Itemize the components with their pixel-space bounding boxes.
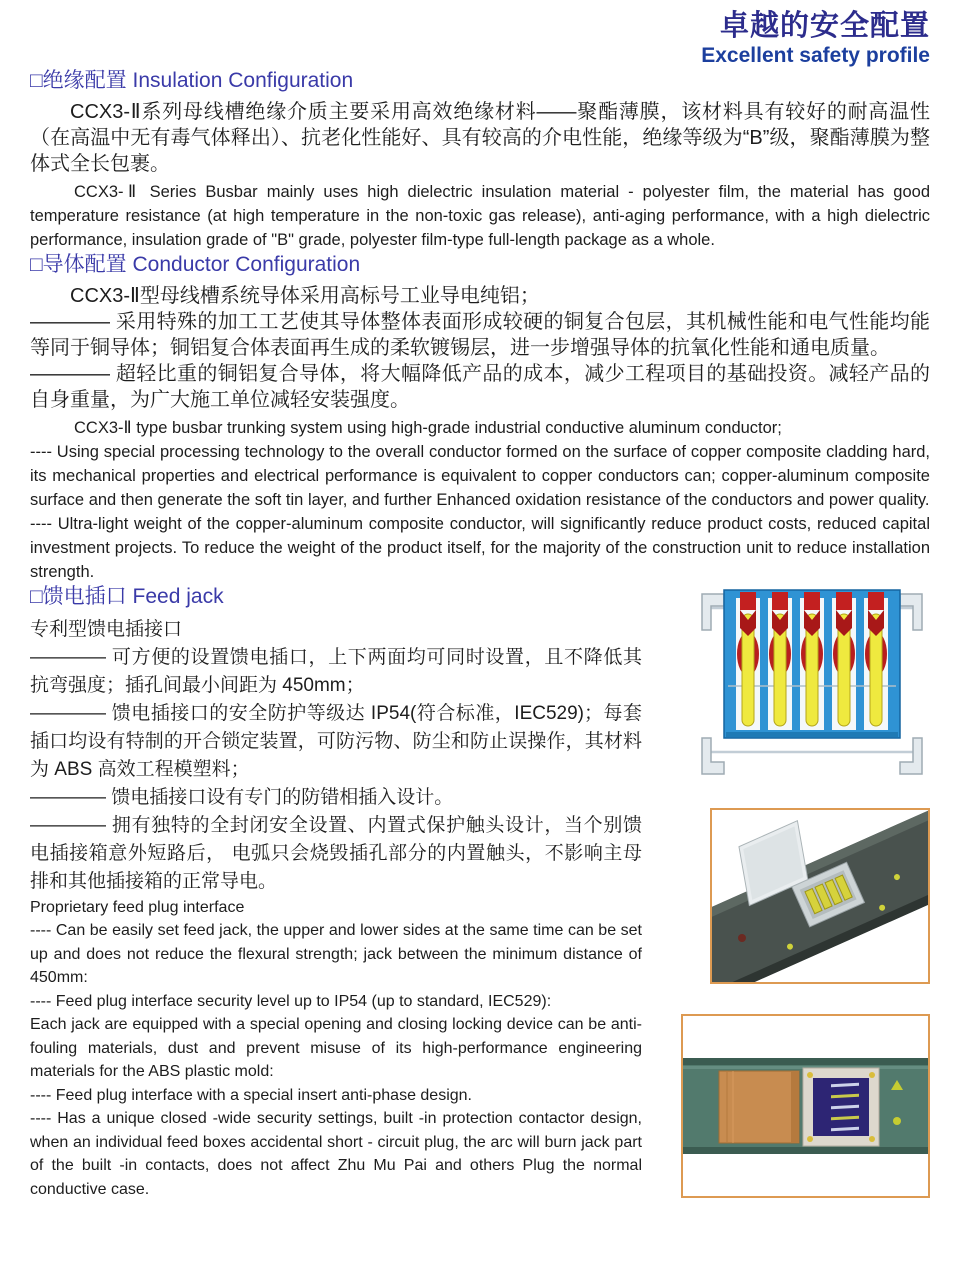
section-conductor: [30, 252, 930, 584]
feedjack-en-title: Proprietary feed plug interface: [30, 898, 245, 916]
feed-jack-cross-section-diagram: [698, 586, 926, 782]
feedjack-zh-paragraph-2: ———— 馈电插接口的安全防护等级达 IP54(符合标准，IEC529)；每套插口均设有特制的开合锁定装置，可防污物、防尘和防止误操作，其材料为 ABS 高效工程模塑料；: [30, 702, 642, 780]
section-feedjack: [30, 584, 930, 1201]
feedjack-en-paragraph-1: ---- Can be easily set feed jack, the upper and lower sides at the same time can be set up and does not reduce the flexural strength; jack between the minimum distance of 450mm:: [30, 922, 642, 987]
feed-jack-open-cover-graphic: [712, 810, 928, 982]
insulation-paragraph-en: CCX3-Ⅱ Series Busbar mainly uses high dielectric insulation material - polyester film, the material has good temperature resistance (at high temperature in the non-toxic gas release), anti-aging performance, with a high dielectric performance, insulation grade of "B" grade, polyester film-type full-length package as a whole.: [30, 183, 930, 250]
conductor-paragraph-en-2: ---- Ultra-light weight of the copper-aluminum composite conductor, will significantly reduce product costs, reduced capital investment projects. To reduce the weight of the product itself, for the majority of the construction unit to reduce installation strength.: [30, 515, 930, 582]
feedjack-zh-paragraph-1: ———— 可方便的设置馈电插口，上下两面均可同时设置，且不降低其抗弯强度；插孔间最小间距为 450mm；: [30, 646, 642, 696]
feedjack-en-paragraph-4: ---- Feed plug interface with a special insert anti-phase design.: [30, 1086, 472, 1104]
section-insulation: [30, 68, 930, 252]
busbar-jack-window-graphic: [683, 1016, 928, 1196]
feedjack-en-paragraph-5: ---- Has a unique closed -wide security settings, built -in protection contactor design, when an individual feed boxes accidental short - circuit plug, the arc will burn jack part of the built -in contacts, does not affect Zhu Mu Pai and others Plug the normal conductive case.: [30, 1110, 642, 1198]
feedjack-en-paragraph-2: ---- Feed plug interface security level up to IP54 (up to standard, IEC529):: [30, 992, 552, 1010]
conductor-heading: □导体配置 Conductor Configuration: [30, 253, 361, 277]
feedjack-columns: [30, 616, 930, 1202]
feedjack-zh-paragraph-4: ———— 拥有独特的全封闭安全设置、内置式保护触头设计，当个别馈电插接箱意外短路后， 电弧只会烧毁插孔部分的内置触头，不影响主母排和其他插接箱的正常导电。: [30, 814, 642, 892]
feedjack-zh-title: 专利型馈电插接口: [30, 618, 183, 640]
conductor-paragraph-zh-2: ———— 超轻比重的铜铝复合导体，将大幅降低产品的成本，减少工程项目的基础投资。减轻产品的自身重量，为广大施工单位减轻安装强度。: [30, 363, 930, 412]
page-title-chinese: 卓越的安全配置: [719, 10, 930, 42]
feedjack-en-paragraph-3: Each jack are equipped with a special opening and closing locking device can be anti-fouling materials, dust and prevent misuse of its high-performance engineering materials for the ABS plastic mold:: [30, 1016, 642, 1081]
feedjack-heading: □馈电插口 Feed jack: [30, 585, 224, 609]
page-title-english: Excellent safety profile: [701, 44, 930, 68]
page-header: [30, 10, 930, 68]
conductor-paragraph-zh-1: ———— 采用特殊的加工工艺使其导体整体表面形成较硬的铜复合包层，其机械性能和电气性能均能等同于铜导体；铜铝复合体表面再生成的柔软镀锡层，进一步增强导体的抗氧化性能和通电质量。: [30, 311, 930, 360]
insulation-heading: □绝缘配置 Insulation Configuration: [30, 68, 354, 92]
conductor-lead-en: CCX3-Ⅱ type busbar trunking system using high-grade industrial conductive aluminum conductor;: [74, 419, 782, 438]
busbar-jack-window-photo: [681, 1014, 930, 1198]
feedjack-zh-paragraph-3: ———— 馈电插接口设有专门的防错相插入设计。: [30, 786, 454, 808]
feed-jack-diagram-graphic: [698, 586, 926, 782]
insulation-paragraph-zh: CCX3-Ⅱ系列母线槽绝缘介质主要采用高效绝缘材料——聚酯薄膜，该材料具有较好的耐高温性（在高温中无有毒气体释出）、抗老化性能好、具有较高的介电性能，绝缘等级为“B”级，聚酯薄膜为整体式全长包裹。: [30, 101, 930, 176]
feedjack-image-column: [660, 616, 930, 1202]
conductor-lead-zh: CCX3-Ⅱ型母线槽系统导体采用高标号工业导电纯铝；: [70, 285, 540, 308]
feed-jack-open-cover-photo: [710, 808, 930, 984]
conductor-paragraph-en-1: ---- Using special processing technology to the overall conductor formed on the surface of copper composite cladding hard, its mechanical properties and electrical performance is equivalent to copper conductors can; copper-aluminum composite surface and then generate the soft tin layer, and further Enhanced oxidation resistance of the conductors and power quality.: [30, 443, 930, 510]
feedjack-text-column: [30, 616, 642, 1202]
